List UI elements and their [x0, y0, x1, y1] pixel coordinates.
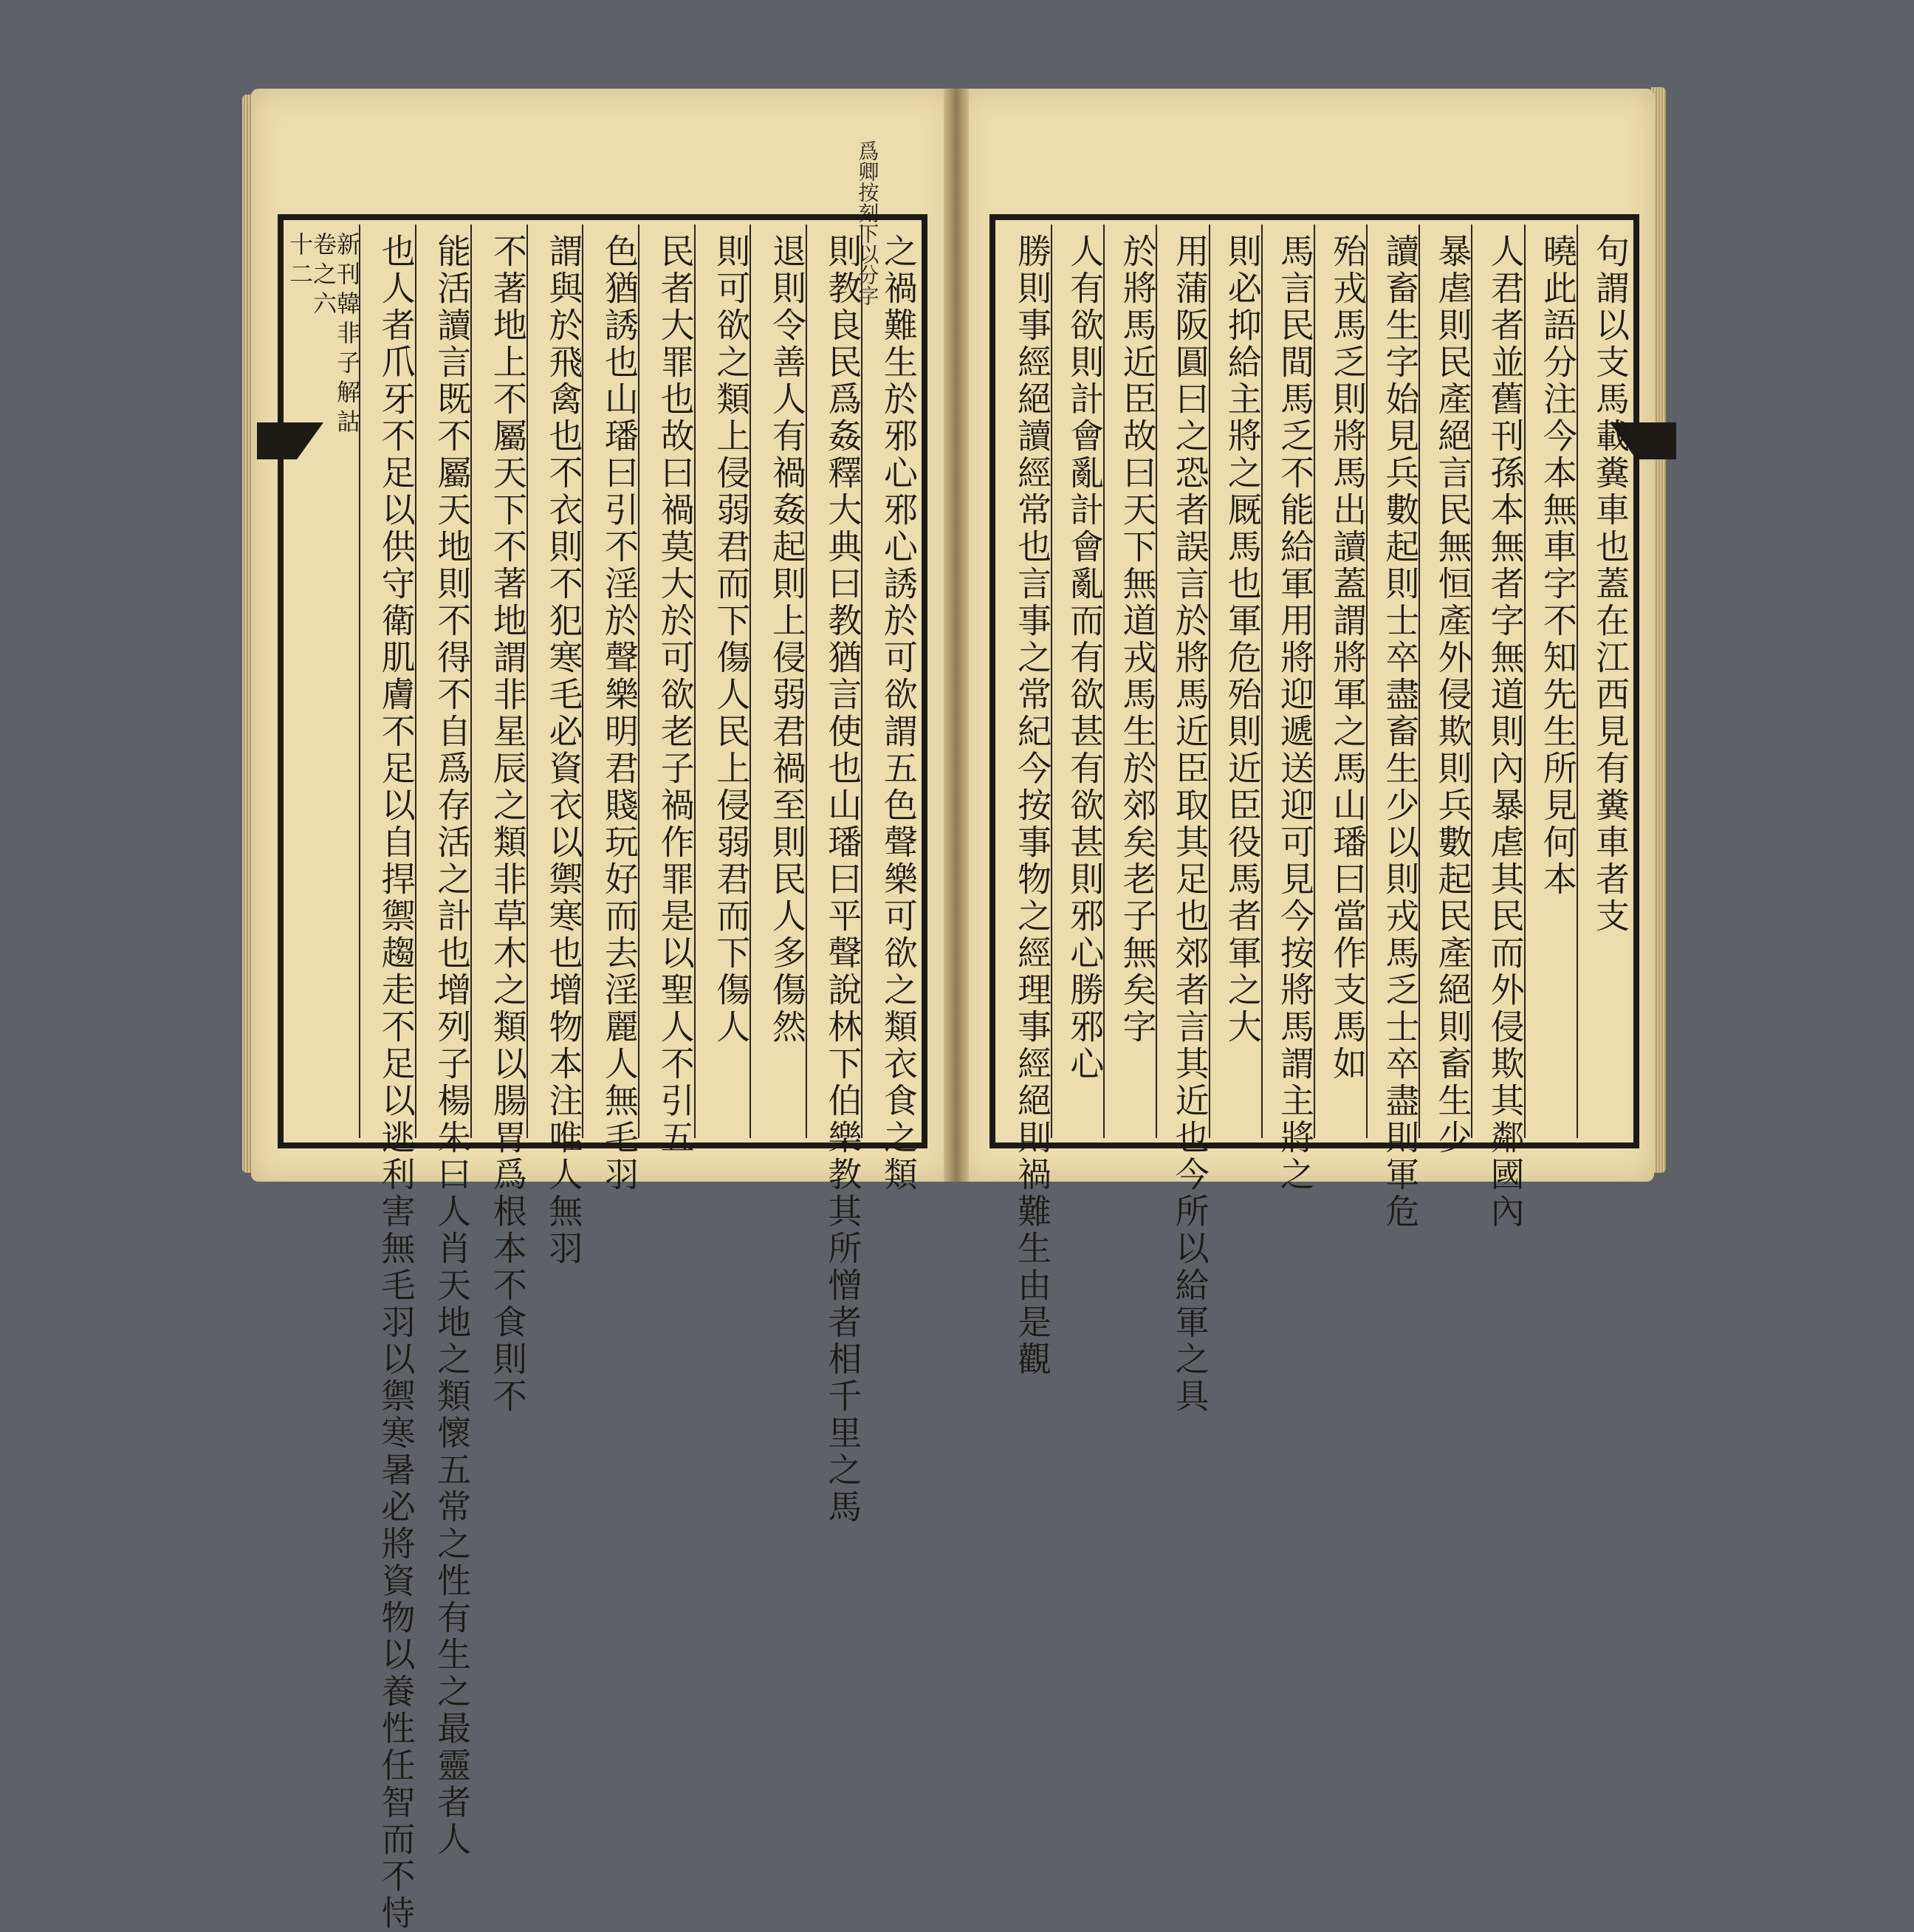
right-columns: [1000, 225, 1630, 1415]
text-column: 退則令善人有禍姦起則上侵弱君禍至則民人多傷然: [750, 225, 806, 1138]
text-column: 讀畜生字始見兵數起則士卒盡畜生少以則戎馬乏士卒盡則軍危: [1366, 225, 1419, 1138]
left-text-frame: [278, 214, 927, 1932]
text-column: 色猶誘也山璠曰引不淫於聲樂明君賤玩好而去淫麗人無毛羽: [582, 225, 638, 1138]
text-column: 馬言民間馬乏不能給軍用將迎遞送迎可見今按將馬謂主將之: [1261, 225, 1314, 1138]
text-column: 能活讀言既不屬天地則不得不自爲存活之計也增列子楊朱曰人肖天地之類懷五常之性有生之最靈者人: [415, 225, 471, 1138]
book-title: 新刊韓非子解詁: [333, 232, 362, 439]
text-column: 於將馬近臣故曰天下無道戎馬生於郊矣老子無矣字: [1103, 225, 1156, 1138]
text-column: 則可欲之類上侵弱君而下傷人民上侵弱君而下傷人: [694, 225, 750, 1138]
text-column: 則教良民爲姦釋大典曰教猶言使也山璠曰平聲說林下伯樂教其所憎者相千里之馬: [806, 225, 862, 1138]
text-column: 人有欲則計會亂計會亂而有欲甚有欲甚則邪心勝邪心: [1051, 225, 1103, 1138]
text-column: 勝則事經絕讀經常也言事之常紀今按事物之經理事經絕則禍難生由是觀: [1012, 233, 1053, 1378]
text-column: 則必抑給主將之厩馬也軍危殆則近臣役馬者軍之大: [1209, 225, 1261, 1138]
text-column: 暴虐則民產絕言民無恒產外侵欺則兵數起民產絕則畜生少: [1419, 225, 1471, 1138]
text-column: 民者大罪也故曰禍莫大於可欲老子禍作罪是以聖人不引五: [638, 225, 694, 1138]
left-columns: [286, 225, 919, 1932]
header-note: 爲卿按刻下以分字: [855, 140, 880, 306]
text-column: 句謂以支馬載糞車也蓋在江西見有糞車者支: [1577, 225, 1629, 1138]
volume-label: 卷之六: [309, 232, 338, 321]
open-book: [251, 83, 1654, 1932]
page-number: 十二: [286, 232, 315, 291]
text-column: 曉此語分注今本無車字不知先生所見何本: [1524, 225, 1577, 1138]
text-column: 之禍難生於邪心邪心誘於可欲謂五色聲樂可欲之類衣食之類: [861, 225, 917, 1138]
text-column: 不著地上不屬天下不著地謂非星辰之類非草木之類以腸胃爲根本不食則不: [470, 225, 526, 1138]
margin-column: [286, 225, 362, 1138]
text-column: 人君者並舊刊孫本無者字無道則內暴虐其民而外侵欺其鄰國內: [1471, 225, 1523, 1138]
book-gutter: [944, 89, 969, 1182]
text-column: 殆戎馬乏則將馬出讀蓋謂將軍之馬山璠曰當作支馬如: [1314, 225, 1366, 1138]
text-column: 謂與於飛禽也不衣則不犯寒毛必資衣以禦寒也增物本注唯人無羽: [526, 225, 583, 1138]
right-text-frame: [989, 214, 1639, 1415]
text-column: 用蒲阪圓曰之恐者誤言於將馬近臣取其足也郊者言其近也今所以給軍之具: [1156, 225, 1208, 1138]
text-column: 也人者爪牙不足以供守衛肌膚不足以自捍禦趨走不足以逃利害無毛羽以禦寒暑必將資物以養性任智而不恃: [359, 225, 415, 1138]
